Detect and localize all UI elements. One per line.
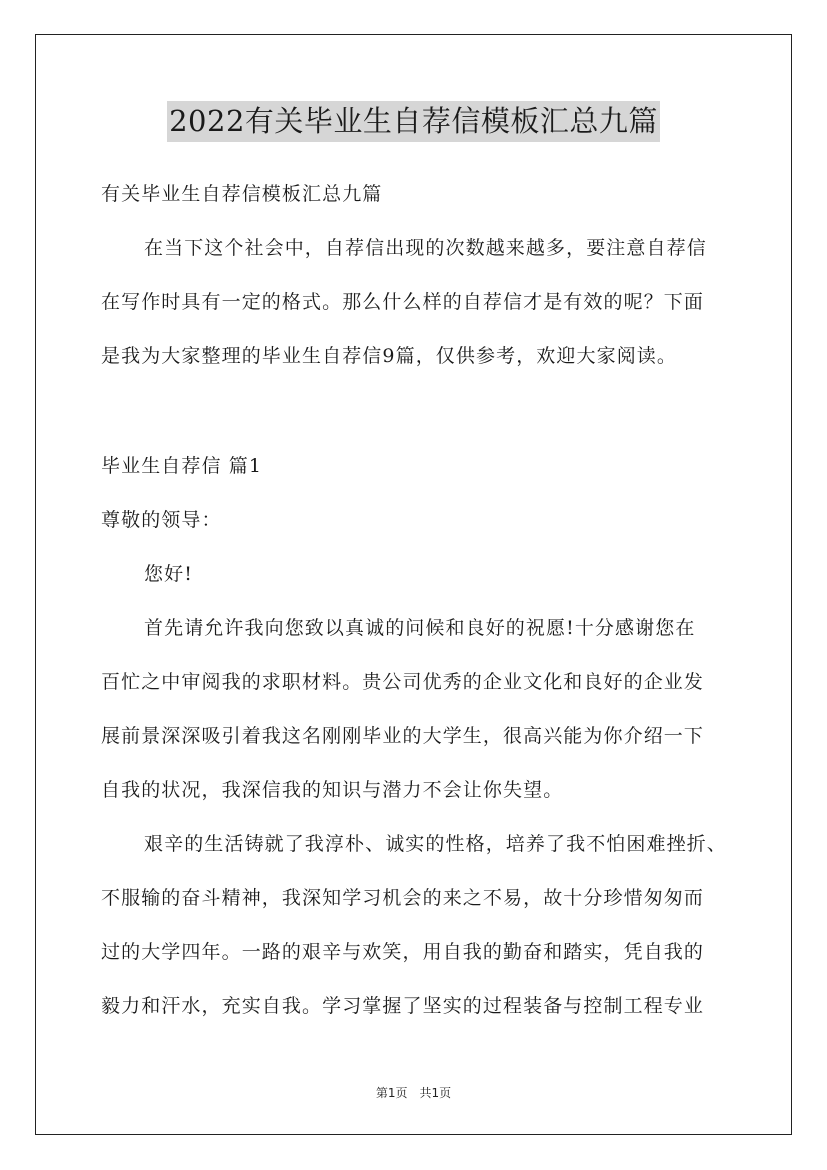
intro-line-1: 在当下这个社会中，自荐信出现的次数越来越多，要注意自荐信	[144, 237, 707, 259]
page-footer	[0, 1084, 827, 1101]
paragraph2-line-3: 过的大学四年。一路的艰辛与欢笑，用自我的勤奋和踏实，凭自我的	[101, 941, 705, 963]
intro-line-2: 在写作时具有一定的格式。那么什么样的自荐信才是有效的呢？下面	[101, 291, 705, 313]
document-title: 2022有关毕业生自荐信模板汇总九篇	[167, 101, 660, 142]
paragraph2-line-2: 不服输的奋斗精神，我深知学习机会的来之不易，故十分珍惜匆匆而	[101, 887, 705, 909]
greeting: 您好!	[144, 563, 193, 585]
page-number: 第1页 共1页	[375, 1086, 452, 1100]
paragraph1-line-1: 首先请允许我向您致以真诚的问候和良好的祝愿!十分感谢您在	[144, 617, 696, 639]
paragraph1-line-3: 展前景深深吸引着我这名刚刚毕业的大学生，很高兴能为你介绍一下	[101, 725, 705, 747]
paragraph2-line-4: 毅力和汗水，充实自我。学习掌握了坚实的过程装备与控制工程专业	[101, 995, 705, 1017]
section-heading: 毕业生自荐信 篇1	[101, 455, 263, 477]
paragraph2-line-1: 艰辛的生活铸就了我淳朴、诚实的性格，培养了我不怕困难挫折、	[144, 833, 727, 855]
paragraph1-line-4: 自我的状况，我深信我的知识与潜力不会让你失望。	[101, 779, 564, 801]
paragraph1-line-2: 百忙之中审阅我的求职材料。贵公司优秀的企业文化和良好的企业发	[101, 671, 705, 693]
document-subtitle: 有关毕业生自荐信模板汇总九篇	[101, 183, 383, 205]
salutation: 尊敬的领导：	[101, 509, 222, 531]
title-container	[0, 101, 827, 142]
intro-line-3: 是我为大家整理的毕业生自荐信9篇，仅供参考，欢迎大家阅读。	[101, 345, 677, 367]
